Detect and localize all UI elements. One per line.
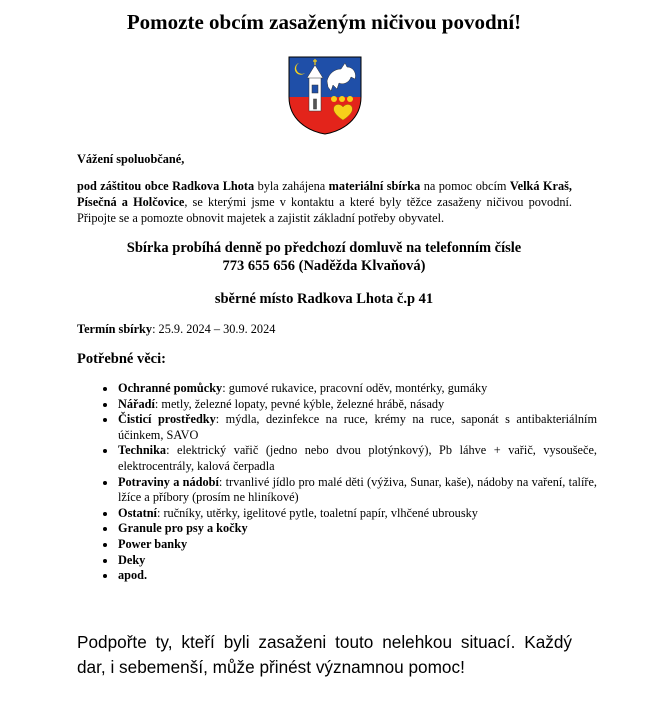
list-item-text: : gumové rukavice, pracovní oděv, montérky, gumáky	[222, 381, 488, 395]
collection-info	[0, 239, 648, 275]
page-title: Pomozte obcím zasaženým ničivou povodní!	[126, 10, 522, 34]
list-item-label: Deky	[118, 552, 146, 567]
list-item-text: : ručníky, utěrky, igelitové pytle, toaletní papír, vlhčené ubrousky	[156, 505, 478, 520]
list-item-text: : trvanlivé jídlo pro malé děti (výživa, Sunar, kaše), nádoby na vaření, talíře, lžíce a příbory (prosím ne hliníkové)	[118, 474, 597, 505]
list-item	[117, 553, 597, 569]
list-item-label: Power banky	[118, 536, 188, 551]
intro-collection: materiální sbírka	[328, 179, 421, 193]
needs-title: Potřebné věci:	[77, 351, 166, 367]
greeting: Vážení spoluobčané,	[77, 152, 185, 166]
intro-paragraph	[77, 178, 572, 226]
list-item-text: : metly, železné lopaty, pevné kýble, železné hrábě, násady	[154, 396, 445, 411]
list-item	[117, 397, 597, 413]
list-item-label: apod.	[118, 568, 148, 583]
list-item	[117, 475, 597, 506]
list-item-label: Granule pro psy a kočky	[118, 521, 248, 536]
intro-text-3: , se kterými jsme v kontaktu a které byly těžce zasaženy ničivou povodní. Připojte se a pomozte obnovit majetek a zajistit základní potřeby obyvatel.	[77, 195, 572, 225]
list-item-label: Ochranné pomůcky	[118, 381, 223, 395]
list-item	[117, 381, 597, 397]
list-item	[117, 568, 597, 584]
list-item	[117, 521, 597, 537]
collection-place: sběrné místo Radkova Lhota č.p 41	[214, 291, 434, 307]
list-item-label: Potraviny a nádobí	[118, 474, 219, 489]
intro-municipalities: Velká Kraš, Písečná a Holčovice	[77, 179, 573, 209]
list-item	[117, 412, 597, 443]
collection-term-value: : 25.9. 2024 – 30.9. 2024	[152, 322, 276, 336]
intro-text-1: byla zahájena	[254, 179, 329, 193]
list-item-label: Technika	[118, 443, 167, 458]
collection-info-phone: 773 655 656 (Naděžda Klvaňová)	[222, 258, 426, 274]
municipal-coat-of-arms	[287, 55, 363, 135]
list-item	[117, 537, 597, 553]
list-item	[117, 443, 597, 474]
list-item-text: : elektrický vařič (jedno nebo dvou plotýnkový), Pb láhve + vařič, vysoušeče, elektrocentrály, kalová čerpadla	[118, 443, 597, 473]
list-item-label: Čisticí prostředky	[118, 412, 216, 427]
list-item-label: Ostatní	[118, 505, 157, 520]
collection-term-label: Termín sbírky	[77, 322, 153, 336]
intro-patronage: pod záštitou obce Radkova Lhota	[77, 179, 255, 193]
list-item	[117, 506, 597, 522]
list-item-text: : mýdla, dezinfekce na ruce, krémy na ruce, saponát s antibakteriálním účinkem, SAVO	[118, 412, 598, 442]
needs-list	[99, 381, 597, 584]
collection-info-line-1: Sbírka probíhá denně po předchozí domluvě na telefonním čísle	[126, 240, 522, 256]
collection-term	[77, 321, 572, 337]
closing-appeal: Podpořte ty, kteří byli zasaženi touto nelehkou situací. Každý dar, i sebemenší, může přinést významnou pomoc!	[77, 632, 572, 677]
list-item-label: Nářadí	[118, 396, 155, 411]
intro-text-2: na pomoc obcím	[420, 179, 510, 193]
